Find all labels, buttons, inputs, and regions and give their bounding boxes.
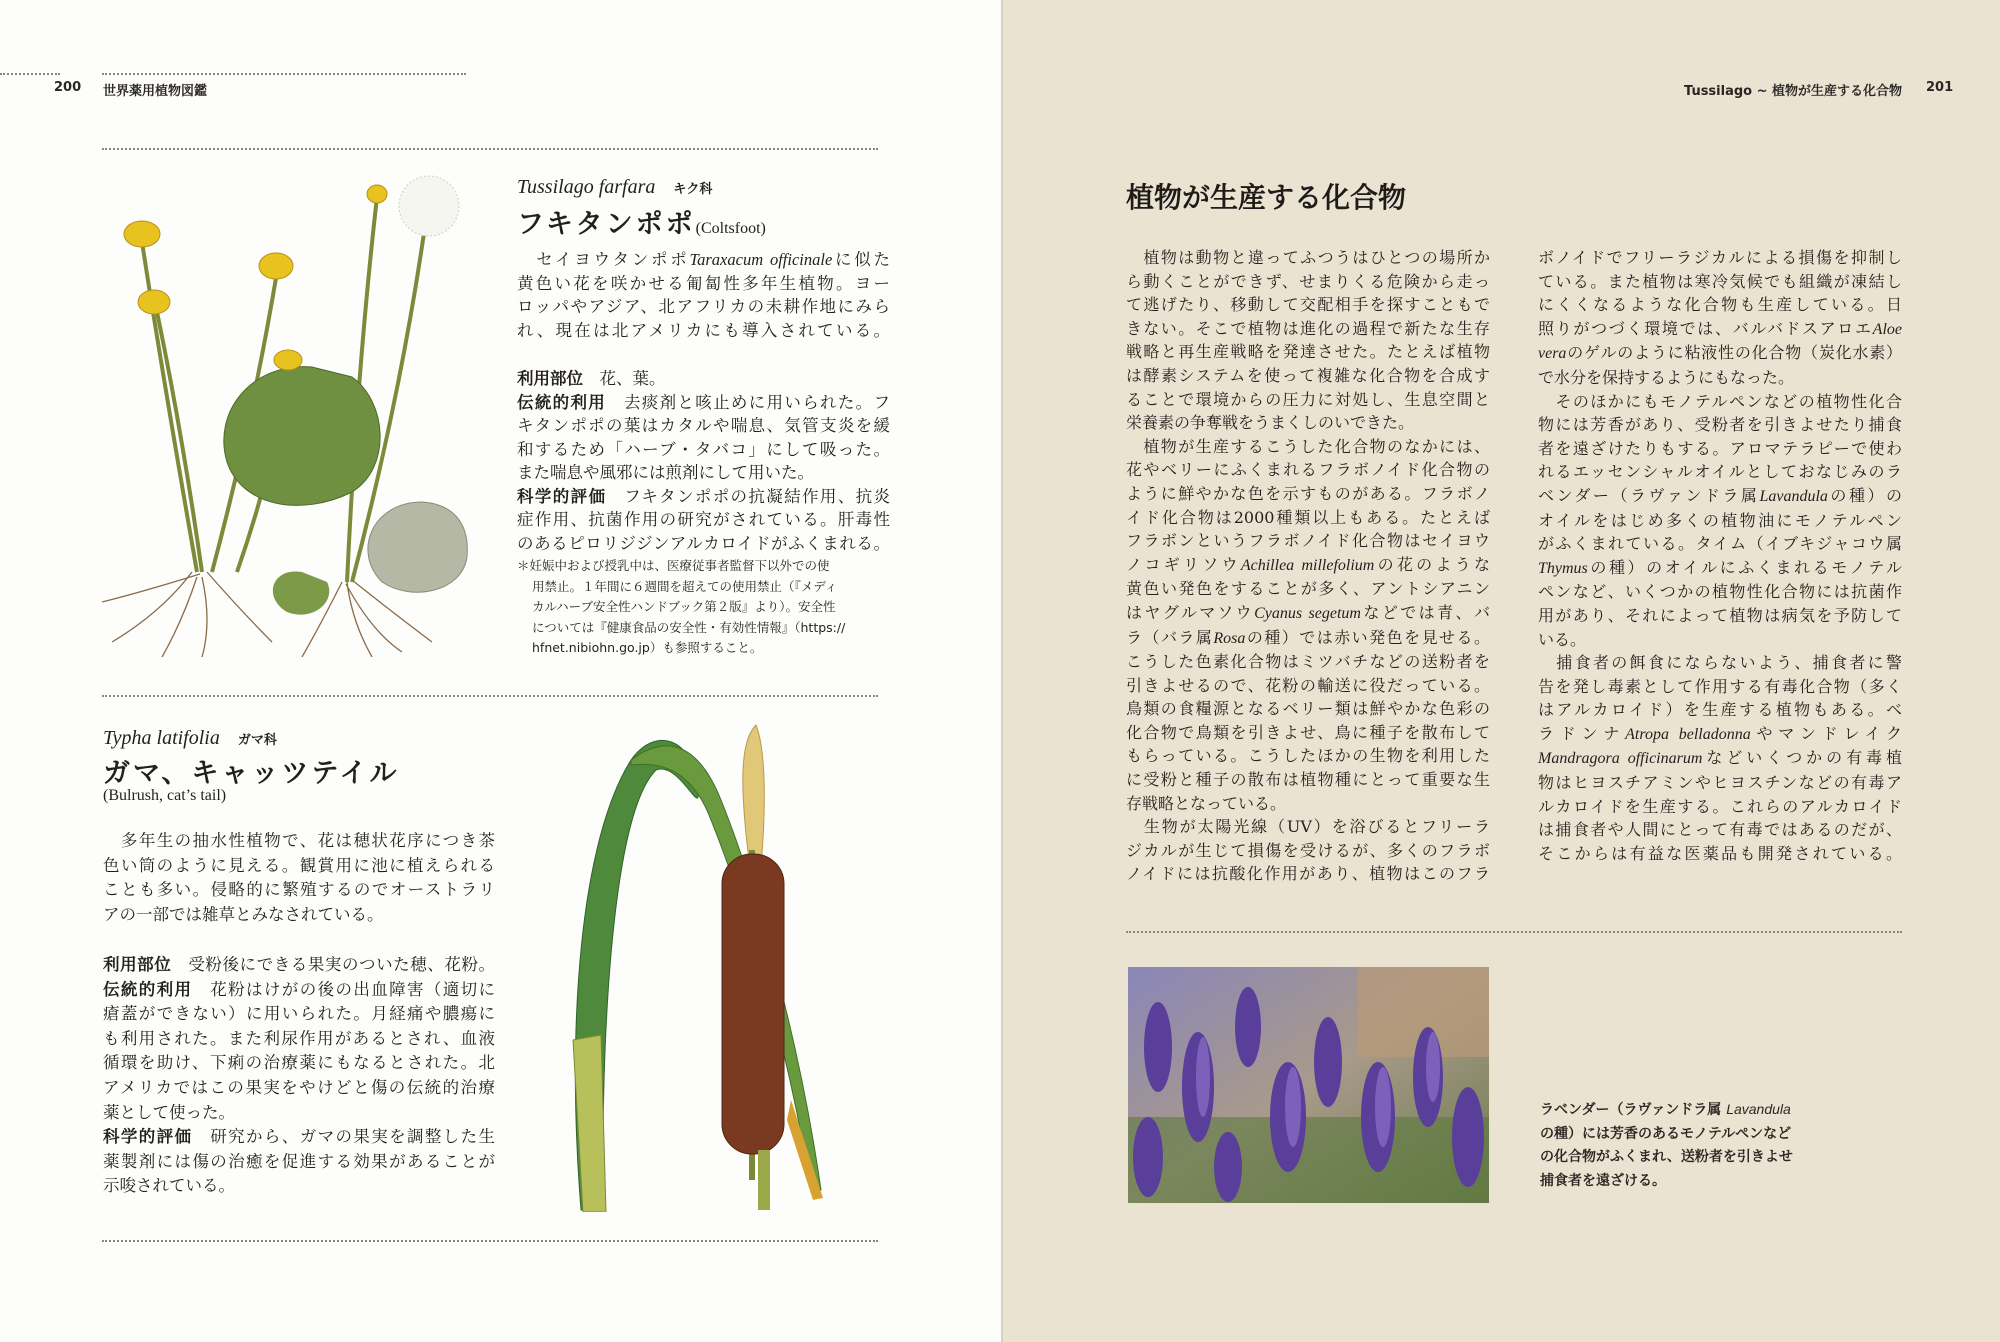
scientific-name: Tussilago farfara: [517, 176, 656, 198]
text-line: [517, 597, 887, 618]
section-heading: 植物が生産する化合物: [1126, 181, 1407, 214]
bold-label: 伝統的利用: [517, 392, 607, 412]
text-line: [1126, 721, 1490, 745]
text-segment: の種）では赤い発色を見せる。: [1245, 627, 1490, 647]
text-line: [103, 829, 495, 854]
text-line: [1538, 556, 1902, 581]
text-segment: 示唆されている。: [103, 1176, 235, 1196]
text-segment: 生物が太陽光線（UV）を浴びるとフリーラ: [1126, 817, 1490, 837]
text-segment: 物には芳香があり、受粉者を引きよせたり捕食: [1538, 415, 1902, 435]
text-segment: アの一部では雑草とみなされている。: [103, 904, 384, 924]
text-line: [1538, 580, 1902, 604]
text-segment: 和するため「ハーブ・タバコ」にして吸った。: [517, 439, 890, 459]
text-line: [1126, 435, 1490, 459]
text-line: [1126, 768, 1490, 792]
text-line: [103, 1101, 495, 1126]
plant-family: ガマ科: [237, 733, 277, 748]
text-segment: ベンダー（ラヴァンドラ属: [1538, 485, 1760, 505]
text-segment: 捕食者の餌食にならないよう、捕食者に警: [1538, 653, 1902, 673]
text-segment: そのほかにもモノテルペンなどの植物性化合: [1538, 391, 1902, 411]
text-line: [103, 1002, 495, 1027]
text-segment: ペンなど、いくつかの植物性化合物には抗菌作: [1538, 582, 1902, 602]
text-line: [103, 1051, 495, 1076]
text-segment: 物はヒヨスチアミンやヒヨスチンなどの有毒ア: [1538, 773, 1902, 793]
text-line: [517, 618, 887, 639]
text-line: [517, 414, 890, 438]
text-line: [1540, 1170, 1830, 1194]
text-segment: 花、葉。: [583, 369, 666, 388]
text-line: [1538, 771, 1902, 795]
plant-family: キク科: [673, 182, 713, 197]
text-line: [517, 391, 890, 415]
text-line: [1126, 293, 1490, 317]
text-line: [1126, 577, 1490, 601]
text-segment: ている。また植物は寒冷気候でも組織が凍結し: [1538, 271, 1902, 291]
text-line: [1126, 862, 1490, 886]
text-segment: ルカロイドを生産する。これらのアルカロイド: [1538, 796, 1902, 816]
text-segment: 多年生の抽水性植物で、花は穂状花序につき茶: [103, 831, 495, 850]
text-segment: もらっている。こうしたほかの生物を利用した: [1126, 746, 1490, 766]
text-segment: 受粉後にできる果実のついた穂、花粉。: [171, 955, 496, 974]
text-line: [1538, 509, 1902, 533]
text-line: [1538, 604, 1902, 628]
cattail-spike: [743, 725, 764, 865]
coltsfoot-illustration: [102, 172, 485, 657]
text-segment: カルハーブ安全性ハンドブック第２版』より）。安全性: [532, 599, 836, 614]
text-line: [1538, 460, 1902, 484]
text-line: [517, 532, 890, 556]
english-name: (Bulrush, cat’s tail): [103, 787, 227, 804]
italic-term: Rosa: [1213, 629, 1246, 647]
text-segment: 色い筒のように見える。観賞用に池に植えられる: [103, 855, 495, 875]
text-line: [517, 248, 890, 272]
typha-description: [103, 829, 495, 927]
text-segment: にくくなるような化合物も生産している。日: [1538, 295, 1902, 315]
text-line: [1126, 270, 1490, 294]
text-line: [517, 272, 890, 296]
text-segment: などでは青、バ: [1360, 602, 1490, 622]
lavender-photo: [1128, 967, 1489, 1203]
text-line: [1126, 317, 1490, 341]
coltsfoot-title: [517, 176, 712, 199]
text-line: [103, 1125, 495, 1150]
text-line: [1538, 628, 1902, 652]
text-line: [1538, 698, 1902, 722]
text-segment: がふくまれている。タイム（イブキジャコウ属: [1538, 534, 1902, 554]
roots: [102, 572, 432, 657]
text-segment: の種）の: [1827, 485, 1902, 505]
text-segment: きない。そこで植物は進化の過程で新たな生存: [1126, 318, 1490, 338]
text-line: [1538, 532, 1902, 556]
text-line: [1126, 506, 1490, 530]
text-line: [1540, 1146, 1830, 1170]
page-number: 201: [1926, 80, 1954, 95]
text-segment: 用禁止。１年間に６週間を超えての使用禁止（『メディ: [532, 578, 838, 594]
text-segment: ることで環境からの圧力に対処し、生息空間と: [1126, 389, 1490, 409]
text-segment: 存戦略となっている。: [1126, 793, 1287, 813]
header-divider: [102, 73, 466, 75]
section-divider: [102, 695, 878, 697]
text-line: [103, 1150, 495, 1175]
plant-name: フキタンポポ: [517, 209, 696, 240]
text-segment: の種）のオイルにふくまれるモノテル: [1587, 557, 1902, 577]
text-line: [103, 878, 495, 903]
text-line: [1538, 437, 1902, 461]
text-line: [517, 638, 887, 659]
section-divider: [1126, 931, 1902, 933]
page-number: 200: [54, 80, 82, 95]
text-segment: 照りがつづく環境では、バルバドスアロエ: [1538, 318, 1873, 338]
right-page: [1002, 0, 2000, 1342]
text-line: [1538, 795, 1902, 819]
coltsfoot-name-row: [517, 202, 766, 241]
italic-term: vera: [1538, 345, 1567, 363]
typha-title: [103, 727, 277, 750]
text-line: [517, 556, 887, 577]
text-segment: こうした色素化合物はミツバチなどの送粉者を: [1126, 652, 1490, 672]
section-divider: [102, 1240, 878, 1242]
text-line: [103, 978, 495, 1003]
text-segment: フラボンというフラボノイド化合物はセイヨウ: [1126, 531, 1490, 551]
text-line: [1538, 651, 1902, 675]
coltsfoot-note: [517, 556, 887, 659]
text-segment: 引きよせるので、花粉の輸送に役だっている。: [1126, 675, 1490, 695]
text-line: [1126, 364, 1490, 388]
bold-label: 科学的評価: [517, 486, 607, 506]
text-segment: 植物が生産するこうした化合物のなかには、: [1126, 436, 1490, 456]
text-segment: ことも多い。侵略的に繁殖するのでオーストラリ: [103, 880, 495, 900]
text-segment: 化合物で鳥類を引きよせ、鳥に種子を散布して: [1126, 722, 1490, 742]
text-line: [1126, 815, 1490, 839]
text-segment: も利用された。また利尿作用があるとされ、血液: [103, 1028, 495, 1048]
text-segment: の種）には芳香のあるモノテルペンなど: [1540, 1125, 1792, 1142]
coltsfoot-leaf: [224, 367, 380, 506]
cattail-stalk: [573, 1035, 606, 1212]
text-segment: ボノイドでフリーラジカルによる損傷を抑制し: [1538, 248, 1902, 267]
text-line: [1126, 839, 1490, 863]
text-line: [1126, 674, 1490, 698]
text-segment: はアルカロイド）を生産する植物もある。ベ: [1538, 700, 1902, 720]
italic-term: Lavandula: [1726, 1101, 1791, 1117]
bold-label: 利用部位: [103, 955, 172, 974]
italic-term: Aloe: [1872, 320, 1902, 338]
text-line: [1538, 317, 1902, 342]
typha-usage: [103, 953, 495, 1199]
text-line: [1126, 650, 1490, 674]
text-line: [1126, 482, 1490, 506]
coltsfoot-description: [517, 248, 890, 342]
text-segment: オイルをはじめ多くの植物油にモノテルペン: [1538, 510, 1902, 530]
text-line: [1126, 553, 1490, 578]
text-segment: イド化合物は2000種類以上もある。たとえば: [1126, 507, 1490, 527]
text-segment: 症作用、抗菌作用の研究がされている。肝毒性: [517, 510, 890, 529]
text-segment: そこからは有益な医薬品も開発されている。: [1538, 843, 1902, 863]
text-line: [1540, 1123, 1830, 1147]
text-line: [1538, 675, 1902, 699]
text-line: [517, 319, 890, 343]
text-line: [517, 295, 890, 319]
text-line: [103, 953, 495, 978]
text-segment: については『健康食品の安全性・有効性情報』（https://: [532, 619, 846, 635]
text-line: [1126, 388, 1490, 412]
text-segment: 黄色い花を咲かせる匍匐性多年生植物。ヨー: [517, 273, 890, 293]
english-name: (Coltsfoot): [695, 220, 766, 237]
text-line: [1126, 340, 1490, 364]
text-segment: ノコギリソウ: [1126, 554, 1241, 574]
text-segment: て逃げたり、移動して交配相手を探すこともで: [1126, 295, 1490, 315]
text-segment: 告を発し毒素として作用する有毒化合物（多く: [1538, 676, 1902, 696]
text-line: [1126, 697, 1490, 721]
text-line: [1126, 626, 1490, 651]
bold-label: 伝統的利用: [103, 979, 193, 999]
text-line: [1126, 792, 1490, 816]
text-line: [1126, 458, 1490, 482]
text-segment: フキタンポポの抗凝結作用、抗炎: [606, 486, 890, 506]
cattail-illustration: [561, 720, 842, 1212]
text-line: [1126, 744, 1490, 768]
text-segment: 花やベリーにふくまれるフラボノイド化合物の: [1126, 460, 1490, 480]
text-segment: 循環を助け、下痢の治療薬にもなるとされた。北: [103, 1053, 495, 1073]
text-segment: は捕食者や人間にとって有毒ではあるのだが、: [1538, 820, 1902, 840]
italic-term: Lavandula: [1759, 487, 1828, 505]
seed-head: [399, 176, 459, 236]
text-segment: れるエッセンシャルオイルとしておなじみのラ: [1538, 462, 1902, 482]
text-line: [103, 854, 495, 879]
body-column-2: [1538, 246, 1902, 865]
cattail-stem: [758, 1150, 770, 1210]
text-line: [1126, 246, 1490, 270]
text-segment: は酵素システムを使って複雑な化合物を合成す: [1126, 365, 1490, 385]
text-segment: に似た: [832, 250, 891, 269]
text-segment: 薬製剤には傷の治癒を促進する効果があることが: [103, 1151, 495, 1171]
text-line: [1538, 270, 1902, 294]
italic-term: Thymus: [1538, 559, 1588, 577]
italic-term: Mandragora officinarum: [1538, 750, 1703, 768]
text-line: [1126, 601, 1490, 626]
text-segment: 植物は動物と違ってふつうはひとつの場所か: [1126, 248, 1490, 267]
bold-label: 科学的評価: [103, 1127, 193, 1147]
text-line: [1126, 529, 1490, 553]
text-line: [1538, 413, 1902, 437]
text-segment: れ、現在は北アメリカにも導入されている。: [517, 320, 890, 340]
text-line: [1538, 341, 1902, 366]
body-column-1: [1126, 246, 1490, 886]
text-segment: ラ（バラ属: [1126, 627, 1214, 647]
italic-term: Achillea millefolium: [1240, 556, 1375, 574]
italic-term: Cyanus segetum: [1254, 604, 1361, 622]
text-segment: 鳥類の食糧源となるベリー類は鮮やかな色彩の: [1126, 699, 1490, 719]
coltsfoot-leaf-small: [273, 571, 329, 614]
text-segment: ノイドには抗酸化作用があり、植物はこのフラ: [1126, 864, 1490, 884]
italic-term: Taraxacum officinale: [689, 250, 833, 269]
bold-label: 利用部位: [517, 369, 583, 388]
text-segment: 捕食者を遠ざける。: [1540, 1172, 1666, 1189]
running-head: Tussilago ~ 植物が生産する化合物: [1684, 84, 1903, 99]
coltsfoot-leaf-pale: [368, 502, 467, 592]
text-line: [1126, 411, 1490, 435]
text-segment: などいくつかの有毒植: [1702, 748, 1902, 768]
text-line: [1538, 484, 1902, 509]
text-segment: ラドンナ: [1538, 723, 1626, 743]
text-line: [1538, 818, 1902, 842]
text-line: [103, 1076, 495, 1101]
text-segment: 瘡蓋ができない）に用いられた。月経痛や膿瘍に: [103, 1004, 495, 1024]
photo-caption: [1540, 1098, 1830, 1193]
coltsfoot-usage: [517, 367, 890, 555]
text-segment: やマンドレイク: [1750, 723, 1902, 743]
text-segment: 者を遠ざけたりもする。アロマテラピーで使わ: [1538, 438, 1902, 458]
italic-term: Atropa belladonna: [1625, 725, 1751, 743]
text-line: [517, 577, 887, 598]
text-segment: の花のような: [1374, 554, 1490, 574]
text-line: [1538, 390, 1902, 414]
text-segment: 戦略と再生産戦略を発達させた。たとえば植物: [1126, 342, 1490, 362]
text-line: [1538, 722, 1902, 747]
text-line: [517, 367, 890, 391]
text-line: [1538, 246, 1902, 270]
text-segment: セイヨウタンポポ: [517, 250, 690, 269]
text-segment: キタンポポの葉はカタルや喘息、気管支炎を緩: [517, 416, 890, 435]
text-segment: 去痰剤と咳止めに用いられた。フ: [606, 392, 890, 412]
text-segment: hfnet.nibiohn.go.jp）も参照すること。: [532, 640, 763, 655]
text-line: [517, 461, 890, 485]
book-title: 世界薬用植物図鑑: [103, 84, 208, 99]
text-segment: 用があり、それによって植物は病気を予防して: [1538, 605, 1902, 625]
text-segment: ロッパやアジア、北アフリカの未耕作地にみら: [517, 297, 890, 316]
text-segment: はヤグルマソウ: [1126, 602, 1255, 622]
plant-name: ガマ、キャッツテイル: [103, 758, 400, 789]
text-line: [517, 438, 890, 462]
section-divider: [102, 148, 878, 150]
text-line: [1538, 746, 1902, 771]
text-segment: 栄養素の争奪戦をうまくしのいできた。: [1126, 413, 1415, 433]
header-divider: [0, 73, 60, 75]
text-segment: いる。: [1538, 629, 1587, 649]
text-line: [1538, 293, 1902, 317]
text-segment: 花粉はけがの後の出血障害（適切に: [192, 979, 496, 999]
text-segment: で水分を保持するようにもなった。: [1538, 367, 1795, 387]
text-segment: ジカルが生じて損傷を受けるが、多くのフラボ: [1126, 840, 1490, 860]
text-line: [517, 485, 890, 509]
text-line: [1540, 1098, 1830, 1123]
text-segment: のゲルのように粘液性の化合物（炭化水素）: [1566, 343, 1902, 363]
text-segment: また喘息や風邪には煎剤にして用いた。: [517, 463, 814, 482]
text-segment: アメリカではこの果実をやけどと傷の伝統的治療: [103, 1077, 495, 1097]
book-gutter: [1001, 0, 1003, 1342]
text-segment: ＊妊娠中および授乳中は、医療従事者監督下以外での使: [517, 558, 830, 573]
text-segment: 黄色い発色をすることが多く、アントシアニン: [1126, 579, 1490, 599]
text-line: [103, 1027, 495, 1052]
cattail-head: [722, 854, 784, 1154]
text-line: [103, 1174, 495, 1199]
text-segment: 薬として使った。: [103, 1102, 235, 1122]
scientific-name: Typha latifolia: [103, 727, 220, 749]
text-segment: ように鮮やかな色を示すものがある。フラボノ: [1126, 483, 1490, 503]
text-segment: ラベンダー（ラヴァンドラ属: [1540, 1102, 1727, 1118]
text-segment: に受粉と種子の散布は植物種にとって重要な生: [1126, 770, 1490, 790]
text-segment: の化合物がふくまれ、送粉者を引きよせ: [1540, 1149, 1793, 1165]
text-line: [1538, 366, 1902, 390]
text-line: [517, 508, 890, 532]
text-segment: 研究から、ガマの果実を調整した生: [192, 1127, 496, 1147]
text-line: [1538, 842, 1902, 866]
text-segment: のあるピロリジジンアルカロイドがふくまれる。: [517, 533, 890, 553]
text-segment: ら動くことができず、せまりくる危険から走っ: [1126, 271, 1490, 291]
text-line: [103, 903, 495, 928]
